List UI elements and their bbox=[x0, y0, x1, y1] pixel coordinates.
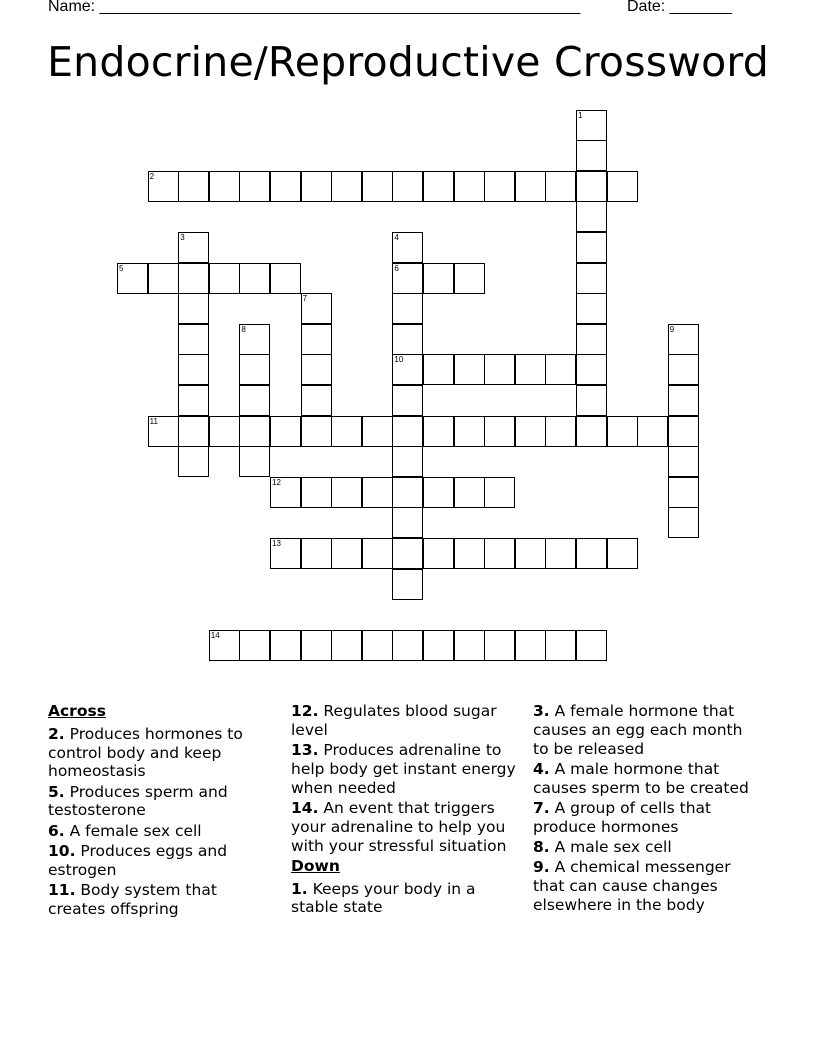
clue-number: 4. bbox=[533, 759, 550, 778]
crossword-cell[interactable] bbox=[148, 416, 179, 447]
crossword-cell[interactable] bbox=[178, 171, 209, 202]
clue-text: A group of cells that produce hormones bbox=[533, 798, 712, 836]
crossword-cell[interactable] bbox=[515, 416, 546, 447]
clue-across-14 bbox=[291, 799, 519, 855]
crossword-cell[interactable] bbox=[239, 263, 270, 294]
crossword-cell[interactable] bbox=[484, 630, 515, 661]
crossword-cell[interactable] bbox=[668, 324, 699, 355]
crossword-cell[interactable] bbox=[576, 385, 607, 416]
clue-number-label: 5 bbox=[119, 263, 124, 273]
crossword-cell[interactable] bbox=[331, 630, 362, 661]
clue-number-label: 9 bbox=[669, 324, 675, 334]
crossword-cell[interactable] bbox=[515, 630, 546, 661]
crossword-cell[interactable] bbox=[178, 263, 209, 294]
clue-text: An event that triggers your adrenaline to help you with your stressful situation bbox=[291, 798, 507, 855]
crossword-cell[interactable] bbox=[209, 171, 240, 202]
clue-down-8 bbox=[533, 838, 761, 857]
clue-number: 8. bbox=[533, 838, 550, 857]
clue-number: 1. bbox=[291, 879, 308, 898]
crossword-cell[interactable] bbox=[239, 446, 270, 477]
crossword-cell[interactable] bbox=[576, 354, 607, 385]
clue-text: A female hormone that causes an egg each month to be released bbox=[533, 702, 743, 758]
crossword-cell[interactable] bbox=[270, 538, 301, 569]
crossword-cell[interactable] bbox=[392, 293, 423, 324]
clue-across-11 bbox=[48, 881, 273, 919]
clue-number-label: 8 bbox=[241, 324, 246, 334]
crossword-cell[interactable] bbox=[484, 477, 515, 508]
clue-column-3 bbox=[533, 702, 761, 916]
clue-number-label: 7 bbox=[302, 294, 308, 304]
clue-down-3 bbox=[533, 702, 761, 758]
page-title: Endocrine/Reproductive Crossword bbox=[47, 38, 769, 86]
crossword-cell[interactable] bbox=[148, 171, 179, 202]
crossword-cell[interactable] bbox=[392, 232, 423, 263]
crossword-cell[interactable] bbox=[362, 171, 393, 202]
crossword-cell[interactable] bbox=[392, 324, 423, 355]
name-field-label: Name: ______________________________________________________ bbox=[48, 0, 581, 15]
crossword-cell[interactable] bbox=[178, 446, 209, 477]
clue-text: Produces hormones to control body and keep homeostasis bbox=[48, 724, 243, 781]
across-heading: Across bbox=[48, 702, 106, 720]
crossword-cell[interactable] bbox=[270, 416, 301, 447]
crossword-cell[interactable] bbox=[454, 171, 485, 202]
clue-text: Regulates blood sugar level bbox=[291, 702, 497, 739]
crossword-cell[interactable] bbox=[301, 477, 332, 508]
crossword-cell[interactable] bbox=[392, 477, 423, 508]
clue-number-label: 3 bbox=[180, 232, 185, 242]
clue-number: 12. bbox=[291, 702, 319, 720]
crossword-cell[interactable] bbox=[515, 538, 546, 569]
crossword-cell[interactable] bbox=[545, 630, 576, 661]
crossword-cell[interactable] bbox=[239, 385, 270, 416]
crossword-cell[interactable] bbox=[331, 538, 362, 569]
crossword-cell[interactable] bbox=[423, 416, 454, 447]
clue-text: A female sex cell bbox=[64, 821, 202, 840]
clue-across-6 bbox=[48, 822, 273, 841]
crossword-cell[interactable] bbox=[454, 538, 485, 569]
crossword-cell[interactable] bbox=[392, 446, 423, 477]
crossword-cell[interactable] bbox=[239, 630, 270, 661]
crossword-cell[interactable] bbox=[423, 630, 454, 661]
crossword-cell[interactable] bbox=[392, 507, 423, 538]
crossword-cell[interactable] bbox=[301, 324, 332, 355]
clue-column-1 bbox=[48, 702, 273, 920]
clue-number: 14. bbox=[291, 798, 319, 817]
clue-text: A male hormone that causes sperm to be created bbox=[533, 759, 749, 797]
crossword-cell[interactable] bbox=[454, 630, 485, 661]
crossword-cell[interactable] bbox=[301, 171, 332, 202]
clue-number: 7. bbox=[533, 798, 550, 817]
crossword-cell[interactable] bbox=[576, 263, 607, 294]
crossword-cell[interactable] bbox=[392, 354, 423, 385]
crossword-cell[interactable] bbox=[362, 538, 393, 569]
clue-text: Produces eggs and estrogen bbox=[48, 842, 228, 879]
crossword-cell[interactable] bbox=[178, 416, 209, 447]
crossword-cell[interactable] bbox=[209, 630, 240, 661]
clue-number: 13. bbox=[291, 741, 319, 760]
crossword-cell[interactable] bbox=[209, 416, 240, 447]
clue-number: 11. bbox=[48, 881, 76, 900]
crossword-cell[interactable] bbox=[392, 569, 423, 600]
clue-text: A male sex cell bbox=[549, 838, 672, 857]
down-heading: Down bbox=[291, 856, 340, 875]
clue-down-7 bbox=[533, 799, 761, 837]
crossword-cell[interactable] bbox=[178, 385, 209, 416]
crossword-cell[interactable] bbox=[576, 201, 607, 232]
crossword-cell[interactable] bbox=[668, 354, 699, 385]
crossword-cell[interactable] bbox=[576, 630, 607, 661]
crossword-cell[interactable] bbox=[301, 416, 332, 447]
crossword-cell[interactable] bbox=[576, 140, 607, 171]
date-field-label: Date: _______ bbox=[627, 0, 732, 15]
clue-across-5 bbox=[48, 783, 273, 821]
crossword-cell[interactable] bbox=[239, 416, 270, 447]
crossword-cell[interactable] bbox=[454, 263, 485, 294]
crossword-cell[interactable] bbox=[545, 171, 576, 202]
crossword-cell[interactable] bbox=[423, 538, 454, 569]
crossword-cell[interactable] bbox=[362, 416, 393, 447]
crossword-cell[interactable] bbox=[576, 538, 607, 569]
crossword-cell[interactable] bbox=[484, 538, 515, 569]
crossword-cell[interactable] bbox=[668, 507, 699, 538]
crossword-cell[interactable] bbox=[423, 171, 454, 202]
crossword-cell[interactable] bbox=[668, 477, 699, 508]
crossword-cell[interactable] bbox=[392, 263, 423, 294]
crossword-cell[interactable] bbox=[637, 416, 668, 447]
crossword-cell[interactable] bbox=[515, 171, 546, 202]
crossword-cell[interactable] bbox=[148, 263, 179, 294]
clue-number: 3. bbox=[533, 702, 550, 720]
crossword-cell[interactable] bbox=[668, 385, 699, 416]
crossword-cell[interactable] bbox=[423, 354, 454, 385]
crossword-cell[interactable] bbox=[331, 171, 362, 202]
crossword-cell[interactable] bbox=[178, 293, 209, 324]
clue-number-label: 14 bbox=[210, 630, 220, 640]
crossword-cell[interactable] bbox=[392, 171, 423, 202]
clue-number-label: 4 bbox=[394, 232, 399, 242]
clue-number-label: 6 bbox=[394, 263, 399, 273]
clue-text: Keeps your body in a stable state bbox=[291, 879, 476, 917]
clue-number-label: 10 bbox=[394, 355, 404, 365]
clue-text: Produces adrenaline to help body get instant energy when needed bbox=[291, 741, 516, 797]
clue-number-label: 13 bbox=[272, 538, 281, 548]
crossword-cell[interactable] bbox=[178, 324, 209, 355]
crossword-cell[interactable] bbox=[117, 263, 148, 294]
crossword-cell[interactable] bbox=[515, 354, 546, 385]
crossword-cell[interactable] bbox=[301, 538, 332, 569]
crossword-cell[interactable] bbox=[668, 446, 699, 477]
crossword-cell[interactable] bbox=[576, 416, 607, 447]
clue-down-9 bbox=[533, 858, 761, 914]
crossword-cell[interactable] bbox=[270, 171, 301, 202]
clue-number: 5. bbox=[48, 782, 65, 801]
crossword-cell[interactable] bbox=[576, 293, 607, 324]
crossword-cell[interactable] bbox=[209, 263, 240, 294]
crossword-cell[interactable] bbox=[576, 232, 607, 263]
crossword-cell[interactable] bbox=[362, 477, 393, 508]
crossword-cell[interactable] bbox=[576, 171, 607, 202]
crossword-cell[interactable] bbox=[668, 416, 699, 447]
clue-down-1 bbox=[291, 880, 519, 918]
clue-number-label: 12 bbox=[272, 477, 281, 487]
clue-text: A chemical messenger that can cause changes elsewhere in the body bbox=[533, 858, 731, 914]
crossword-cell[interactable] bbox=[423, 263, 454, 294]
clue-number-label: 11 bbox=[149, 416, 158, 426]
crossword-cell[interactable] bbox=[423, 477, 454, 508]
crossword-cell[interactable] bbox=[270, 630, 301, 661]
crossword-cell[interactable] bbox=[607, 416, 638, 447]
clue-text: Body system that creates offspring bbox=[48, 881, 217, 918]
crossword-cell[interactable] bbox=[576, 324, 607, 355]
clue-across-13 bbox=[291, 741, 519, 797]
crossword-cell[interactable] bbox=[545, 354, 576, 385]
crossword-cell[interactable] bbox=[270, 263, 301, 294]
clue-number-label: 2 bbox=[149, 171, 155, 181]
crossword-cell[interactable] bbox=[301, 354, 332, 385]
crossword-cell[interactable] bbox=[484, 171, 515, 202]
clue-number: 10. bbox=[48, 842, 76, 861]
crossword-cell[interactable] bbox=[392, 538, 423, 569]
crossword-cell[interactable] bbox=[454, 416, 485, 447]
crossword-cell[interactable] bbox=[178, 232, 209, 263]
clue-number: 2. bbox=[48, 724, 65, 743]
crossword-cell[interactable] bbox=[301, 385, 332, 416]
clue-down-4 bbox=[533, 760, 761, 798]
crossword-cell[interactable] bbox=[484, 416, 515, 447]
clue-across-10 bbox=[48, 842, 273, 880]
clue-across-12 bbox=[291, 702, 519, 740]
crossword-cell[interactable] bbox=[331, 477, 362, 508]
clue-text: Produces sperm and testosterone bbox=[48, 782, 228, 820]
crossword-cell[interactable] bbox=[331, 416, 362, 447]
clue-column-2 bbox=[291, 702, 519, 919]
crossword-cell[interactable] bbox=[392, 385, 423, 416]
crossword-cell[interactable] bbox=[392, 630, 423, 661]
crossword-cell[interactable] bbox=[545, 416, 576, 447]
crossword-cell[interactable] bbox=[454, 354, 485, 385]
crossword-cell[interactable] bbox=[392, 416, 423, 447]
crossword-cell[interactable] bbox=[178, 354, 209, 385]
crossword-cell[interactable] bbox=[576, 110, 607, 141]
clue-number: 9. bbox=[533, 858, 550, 877]
crossword-cell[interactable] bbox=[239, 354, 270, 385]
crossword-cell[interactable] bbox=[454, 477, 485, 508]
crossword-cell[interactable] bbox=[239, 171, 270, 202]
crossword-cell[interactable] bbox=[545, 538, 576, 569]
crossword-cell[interactable] bbox=[270, 477, 301, 508]
crossword-cell[interactable] bbox=[607, 538, 638, 569]
crossword-cell[interactable] bbox=[301, 293, 332, 324]
crossword-cell[interactable] bbox=[362, 630, 393, 661]
clue-across-2 bbox=[48, 725, 273, 781]
clue-number-label: 1 bbox=[578, 110, 583, 120]
crossword-cell[interactable] bbox=[484, 354, 515, 385]
crossword-cell[interactable] bbox=[301, 630, 332, 661]
clue-number: 6. bbox=[48, 821, 65, 840]
crossword-cell[interactable] bbox=[239, 324, 270, 355]
crossword-cell[interactable] bbox=[607, 171, 638, 202]
